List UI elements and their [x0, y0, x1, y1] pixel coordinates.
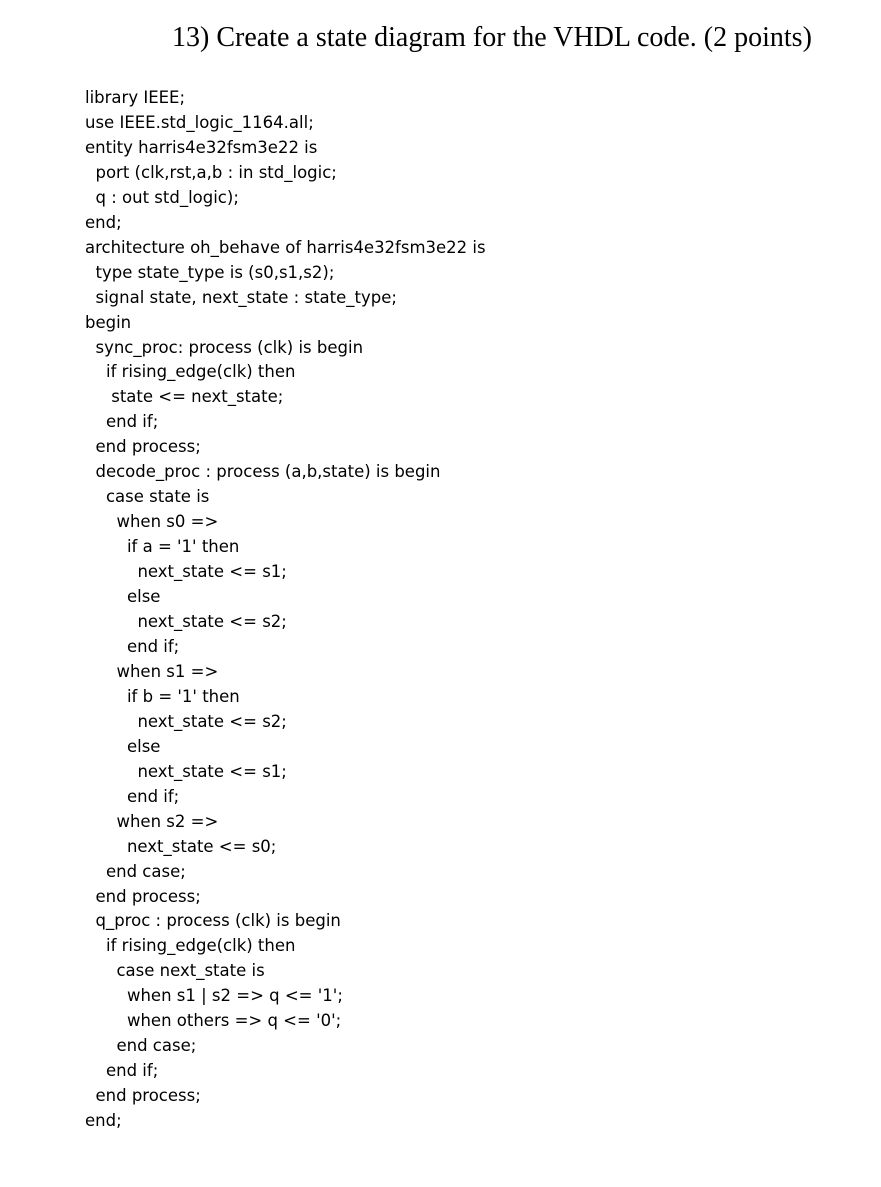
code-line: end process; [85, 886, 201, 906]
vhdl-code-listing [85, 86, 845, 1134]
code-line: case state is [85, 487, 210, 507]
code-line: when s0 => [85, 512, 219, 532]
code-line: next_state <= s1; [85, 562, 287, 582]
code-line: end case; [85, 861, 186, 881]
code-line: when s2 => [85, 811, 219, 831]
code-line: q_proc : process (clk) is begin [85, 911, 341, 931]
code-line: port (clk,rst,a,b : in std_logic; [85, 162, 337, 182]
code-line: decode_proc : process (a,b,state) is begin [85, 462, 441, 482]
code-line: architecture oh_behave of harris4e32fsm3e22 is [85, 237, 486, 257]
code-line: when others => q <= '0'; [85, 1011, 342, 1031]
code-line: when s1 | s2 => q <= '1'; [85, 986, 343, 1006]
code-line: if rising_edge(clk) then [85, 362, 296, 382]
code-line: next_state <= s1; [85, 761, 287, 781]
code-line: type state_type is (s0,s1,s2); [85, 262, 335, 282]
code-line: if b = '1' then [85, 686, 240, 706]
question-number: 13) [172, 22, 210, 53]
question-text: Create a state diagram for the VHDL code. (2 points) [216, 22, 812, 53]
code-line: next_state <= s2; [85, 612, 287, 632]
code-line: sync_proc: process (clk) is begin [85, 337, 364, 357]
code-line: library IEEE; [85, 88, 186, 107]
code-line: case next_state is [85, 961, 265, 981]
code-line: end process; [85, 1086, 201, 1106]
code-line: end; [85, 1111, 122, 1131]
code-line: end if; [85, 412, 159, 432]
code-line: else [85, 736, 161, 756]
code-line: end if; [85, 1061, 159, 1081]
code-line: when s1 => [85, 661, 219, 681]
code-line: if a = '1' then [85, 537, 240, 557]
code-line: end if; [85, 786, 180, 806]
code-line: end case; [85, 1036, 197, 1056]
code-line: else [85, 587, 161, 607]
code-line: end process; [85, 437, 201, 457]
code-line: next_state <= s2; [85, 711, 287, 731]
code-line: use IEEE.std_logic_1164.all; [85, 112, 314, 132]
code-line: q : out std_logic); [85, 187, 239, 207]
question-heading [172, 18, 812, 58]
code-line: state <= next_state; [85, 387, 284, 407]
code-line: end; [85, 212, 122, 232]
code-line: entity harris4e32fsm3e22 is [85, 137, 318, 157]
code-line: next_state <= s0; [85, 836, 277, 856]
code-line: if rising_edge(clk) then [85, 936, 296, 956]
code-line: end if; [85, 636, 180, 656]
code-line: begin [85, 312, 132, 332]
code-line: signal state, next_state : state_type; [85, 287, 397, 307]
